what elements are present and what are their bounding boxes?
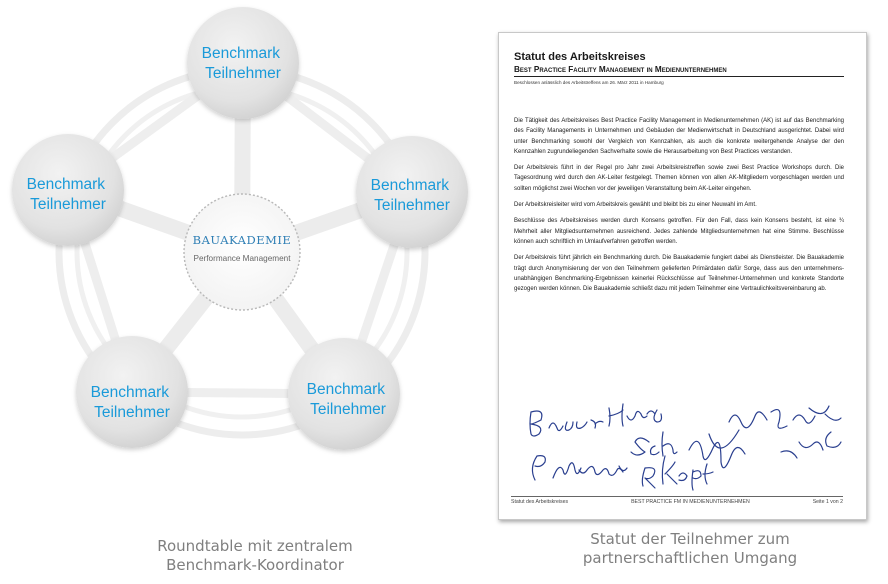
participant-node-bottom-right [288, 338, 400, 450]
participant-node-left [12, 134, 124, 246]
statute-document [498, 32, 867, 520]
roundtable-caption-line2: Benchmark-Koordinator [166, 556, 344, 574]
participant-label-line1: Benchmark [306, 381, 386, 398]
document-subtitle: Best Practice Facility Management in Medienunternehmen [514, 64, 844, 77]
document-paragraph-3: Der Arbeitskreisleiter wird vom Arbeitskreis gewählt und bleibt bis zu einer Neuwahl im Amt. [514, 202, 757, 209]
bauakademie-logo: BAUAKADEMIE [192, 233, 292, 247]
coordinator-subtitle: Performance Management [193, 254, 291, 263]
participant-circle [187, 7, 299, 119]
participant-label-line1: Benchmark [370, 177, 450, 194]
signatures-area [509, 394, 855, 494]
coordinator-circle [184, 194, 300, 310]
signature-mierswich [532, 456, 627, 480]
document-paragraph-1: Die Tätigkeit des Arbeitskreises Best Practice Facility Management in Medienunternehmen (AK) ist auf das Benchmarking des Facility Managements in Unternehmen und Gebäuden der Medienwirtschaft in Deutschland ausgerichtet. Dabei wird unter Benchmarking sowohl der Vergleich von Kennzahlen, als auch die konkrete weitergehende Analyse der den Kennzahlen zugrundeliegenden Sachverhalte sowie die Herausarbeitung von Best Practices verstanden. [514, 118, 844, 155]
signature-rkopf [642, 456, 713, 490]
footer-right: Seite 1 von 2 [812, 499, 843, 505]
statute-caption-line1: Statut der Teilnehmer zum [590, 530, 790, 548]
signature-sch [631, 432, 677, 456]
signature-bauer [530, 411, 603, 436]
document-paragraph-2: Der Arbeitskreis führt in der Regel pro Jahr zwei Arbeitskreistreffen sowie zwei Best Practice Workshops durch. Die Tagesordnung wird durch den AK-Leiter festgelegt. Themen können von allen AK-Mitgliedern vorgeschlagen werden und sollten möglichst zwei Wochen vor der jeweiligen Veranstaltung beim AK-Leiter eingehen. [514, 165, 844, 192]
participant-node-right [356, 136, 468, 248]
participant-label-line2: Teilnehmer [30, 196, 106, 213]
participant-label-line1: Benchmark [26, 176, 106, 193]
document-paragraph-5: Der Arbeitskreis führt jährlich ein Benchmarking durch. Die Bauakademie fungiert dabei als Dienstleister. Die Bauakademie trägt durch Anonymisierung der von den Teilnehmern gelieferten Primärdaten dafür Sorge, dass aus den unternehmens-unabhängigen Benchmarking-Ergebnissen keinerlei Rückschlüsse auf Teilnehmer-Unternehmen und konkrete Standorte gezogen werden können. Die Bauakademie schließt dazu mit jedem Teilnehmer eine Vertraulichkeitsvereinbarung ab. [514, 255, 844, 293]
signature-scribble [689, 412, 767, 468]
document-footer [511, 496, 843, 506]
signature-huber [609, 404, 662, 426]
participant-node-top [187, 7, 299, 119]
document-body [514, 51, 844, 300]
participant-label-line2: Teilnehmer [374, 197, 450, 214]
participant-label-line2: Teilnehmer [310, 401, 386, 418]
document-title: Statut des Arbeitskreises [514, 51, 646, 63]
document-note: Beschlossen anlässlich des Arbeitstreffens am 26. März 2011 in Hamburg [514, 80, 664, 85]
signature-right [771, 406, 841, 458]
participant-label-line2: Teilnehmer [205, 65, 281, 82]
roundtable-caption [110, 537, 400, 575]
footer-left: Statut des Arbeitskreises [511, 499, 569, 505]
coordinator-node [184, 194, 300, 310]
participant-label-line1: Benchmark [90, 384, 170, 401]
document-paragraphs [514, 116, 844, 294]
participant-label-line2: Teilnehmer [94, 404, 170, 421]
footer-center: BEST PRACTICE FM IN MEDIENUNTERNEHMEN [631, 499, 750, 505]
statute-caption-line2: partnerschaftlichen Umgang [582, 549, 798, 567]
participant-label-line1: Benchmark [201, 45, 281, 62]
statute-caption [540, 530, 840, 568]
participant-node-bottom-left [76, 336, 188, 448]
roundtable-caption-line1: Roundtable mit zentralem [157, 537, 353, 555]
document-paragraph-4: Beschlüsse des Arbeitskreises werden durch Konsens getroffen. Für den Fall, dass kein Konsens besteht, ist eine ¾ Mehrheit aller Mitgliedsunternehmen ausreichend. Jedes zahlende Mitgliedsunternehmen hat eine Stimme. Beschlüsse können auch schriftlich im Umlaufverfahren getroffen werden. [514, 218, 844, 245]
